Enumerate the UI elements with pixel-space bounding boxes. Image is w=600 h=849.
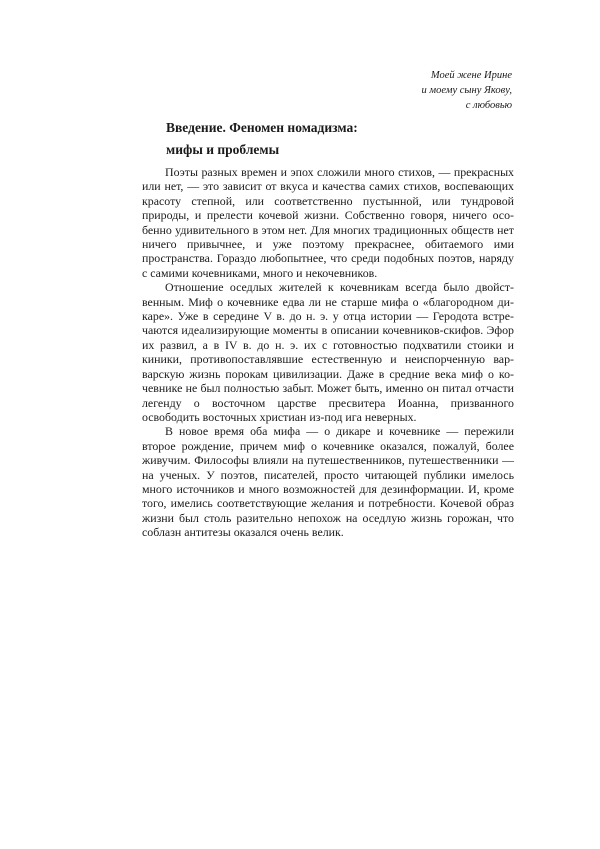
dedication-line: Моей жене Ирине (430, 70, 512, 81)
chapter-heading-line: мифы и проблемы (166, 142, 280, 157)
dedication (272, 68, 512, 113)
paragraph: В новое время оба мифа — о дикаре и кочевнике — пережили второе рождение, причем миф о кочевнике оказался, пожалуй, более живучим. Философы влияли на путешественников, путешественники — на ученых. У поэтов, писателей, просто читающей публики имелось много источников и много возможностей для дезинформации. И, кроме того, имелись соответствующие желания и потребности. Кочевой образ жизни был столь разительно непохож на оседлую жизнь горожан, что соблазн антитезы оказался очень велик. (142, 424, 514, 540)
chapter-heading-line: Введение. Феномен номадизма: (166, 120, 358, 135)
paragraph: Поэты разных времен и эпох сложили много стихов, — прекрасных или нет, — это зависит от вкуса и качества самих стихов, воспевающих красоту степной, или соответственно пустынной, или тундровой природы, и прелести кочевой жизни. Собственно говоря, ничего особенно удивительного в этом нет. Для многих традиционных обществ нет ничего привычнее, и уже поэтому прекраснее, обитаемого ими пространства. Гораздо любопытнее, что среди подобных поэтов, наряду с самими кочевниками, много и некочевников. (142, 165, 514, 280)
dedication-line: и моему сыну Якову, (421, 85, 512, 96)
body-text (142, 165, 514, 540)
chapter-heading (166, 117, 358, 161)
dedication-line: с любовью (465, 100, 512, 111)
paragraph: Отношение оседлых жителей к кочевникам всегда было двойственным. Миф о кочевнике едва ли не старше мифа о «благородном дикаре». Уже в середине V в. до н. э. у отца истории — Геродота встречаются идеализирующие моменты в описании кочевников-скифов. Эфор их развил, а в IV в. до н. э. их с готовностью подхватили стоики и киники, противопоставлявшие естественную и неиспорченную варварскую жизнь порокам цивилизации. Даже в средние века миф о кочевнике не был полностью забыт. Может быть, именно он питал отчасти легенду о восточном царстве пресвитера Иоанна, призванного освободить восточных христиан из-под ига неверных. (142, 280, 514, 424)
